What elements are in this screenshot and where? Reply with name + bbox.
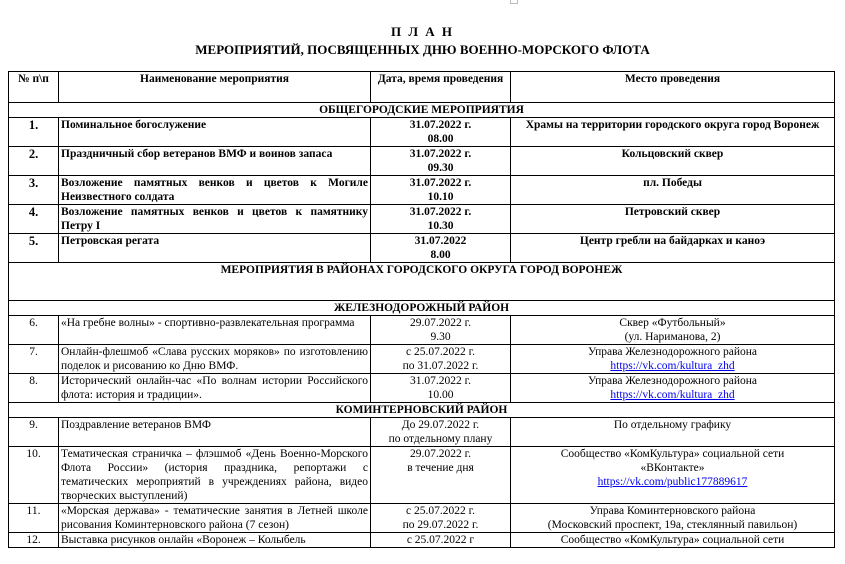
section-districts: МЕРОПРИЯТИЯ В РАЙОНАХ ГОРОДСКОГО ОКРУГА ГОРОД ВОРОНЕЖ: [9, 263, 835, 301]
header-date: Дата, время проведения: [371, 72, 511, 103]
row-name: Онлайн-флешмоб «Слава русских моряков» по изготовлению поделок и рисованию ко Дню ВМФ.: [59, 345, 371, 374]
section-city: ОБЩЕГОРОДСКИЕ МЕРОПРИЯТИЯ: [9, 103, 835, 118]
table-row: [9, 418, 835, 447]
table-row: [9, 316, 835, 345]
header-place: Место проведения: [511, 72, 835, 103]
page-title: П Л А Н: [390, 24, 455, 39]
table-row: [9, 147, 835, 176]
vk-link[interactable]: https://vk.com/public177889617: [597, 476, 748, 488]
row-num: 5.: [9, 234, 59, 263]
table-row: [9, 118, 835, 147]
header-num: № п\п: [9, 72, 59, 103]
page-edge-mark: [510, 0, 518, 4]
row-date: 31.07.2022 г. 10.10: [371, 176, 511, 205]
row-place: Управа Железнодорожного района https://vk.com/kultura_zhd: [511, 345, 835, 374]
table-row: [9, 447, 835, 504]
row-num: 3.: [9, 176, 59, 205]
row-name: Выставка рисунков онлайн «Воронеж – Колыбель: [59, 533, 371, 548]
row-place: Центр гребли на байдарках и каноэ: [511, 234, 835, 263]
page-subtitle: МЕРОПРИЯТИЙ, ПОСВЯЩЕННЫХ ДНЮ ВОЕННО-МОРСКОГО ФЛОТА: [195, 42, 650, 57]
row-name: «На гребне волны» - спортивно-развлекательная программа: [59, 316, 371, 345]
row-date: с 25.07.2022 г. по 29.07.2022 г.: [371, 504, 511, 533]
row-date: с 25.07.2022 г. по 31.07.2022 г.: [371, 345, 511, 374]
table-row: [9, 345, 835, 374]
row-place: Кольцовский сквер: [511, 147, 835, 176]
row-num: 8.: [9, 374, 59, 403]
row-date: 29.07.2022 г. в течение дня: [371, 447, 511, 504]
table-header: [9, 72, 835, 103]
row-date: 31.07.2022 г. 08.00: [371, 118, 511, 147]
section-row: [9, 301, 835, 316]
row-num: 12.: [9, 533, 59, 548]
table-row: [9, 374, 835, 403]
row-date: 29.07.2022 г. 9.30: [371, 316, 511, 345]
row-place: Петровский сквер: [511, 205, 835, 234]
row-name: Тематическая страничка – флэшмоб «День Военно-Морского Флота России» (история праздника, репортажи с тематических мероприятий в учреждениях района, видео творческих выступлений): [59, 447, 371, 504]
events-table: [8, 71, 835, 548]
row-date: До 29.07.2022 г. по отдельному плану: [371, 418, 511, 447]
row-name: «Морская держава» - тематические занятия в Летней школе рисования Коминтерновского района (7 сезон): [59, 504, 371, 533]
vk-link[interactable]: https://vk.com/kultura_zhd: [610, 389, 735, 401]
row-place: пл. Победы: [511, 176, 835, 205]
section-row: [9, 263, 835, 301]
row-num: 11.: [9, 504, 59, 533]
section-zhd: ЖЕЛЕЗНОДОРОЖНЫЙ РАЙОН: [9, 301, 835, 316]
table-row: [9, 533, 835, 548]
row-place: Сообщество «КомКультура» социальной сети «ВКонтакте» https://vk.com/public177889617: [511, 447, 835, 504]
row-name: Исторический онлайн-час «По волнам истории Российского флота: история и традиции».: [59, 374, 371, 403]
row-num: 6.: [9, 316, 59, 345]
table-row: [9, 205, 835, 234]
row-num: 2.: [9, 147, 59, 176]
row-date: 31.07.2022 г. 09.30: [371, 147, 511, 176]
row-num: 10.: [9, 447, 59, 504]
row-name: Поздравление ветеранов ВМФ: [59, 418, 371, 447]
row-place: Храмы на территории городского округа город Воронеж: [511, 118, 835, 147]
row-place: Управа Коминтерновского района (Московский проспект, 19а, стеклянный павильон): [511, 504, 835, 533]
row-name: Возложение памятных венков и цветов к Могиле Неизвестного солдата: [59, 176, 371, 205]
section-komintern: КОМИНТЕРНОВСКИЙ РАЙОН: [9, 403, 835, 418]
row-place: Сообщество «КомКультура» социальной сети: [511, 533, 835, 548]
table-row: [9, 176, 835, 205]
table-row: [9, 504, 835, 533]
row-num: 7.: [9, 345, 59, 374]
row-date: с 25.07.2022 г: [371, 533, 511, 548]
table-row: [9, 234, 835, 263]
row-name: Петровская регата: [59, 234, 371, 263]
row-place: Сквер «Футбольный» (ул. Наримaнова, 2): [511, 316, 835, 345]
header-name: Наименование мероприятия: [59, 72, 371, 103]
row-num: 9.: [9, 418, 59, 447]
row-place: Управа Железнодорожного района https://vk.com/kultura_zhd: [511, 374, 835, 403]
row-num: 4.: [9, 205, 59, 234]
row-date: 31.07.2022 8.00: [371, 234, 511, 263]
vk-link[interactable]: https://vk.com/kultura_zhd: [610, 360, 735, 372]
row-name: Праздничный сбор ветеранов ВМФ и воинов запаса: [59, 147, 371, 176]
row-date: 31.07.2022 г. 10.00: [371, 374, 511, 403]
row-name: Поминальное богослужение: [59, 118, 371, 147]
row-name: Возложение памятных венков и цветов к памятнику Петру I: [59, 205, 371, 234]
section-row: [9, 403, 835, 418]
section-row: [9, 103, 835, 118]
row-num: 1.: [9, 118, 59, 147]
row-place: По отдельному графику: [511, 418, 835, 447]
row-date: 31.07.2022 г. 10.30: [371, 205, 511, 234]
